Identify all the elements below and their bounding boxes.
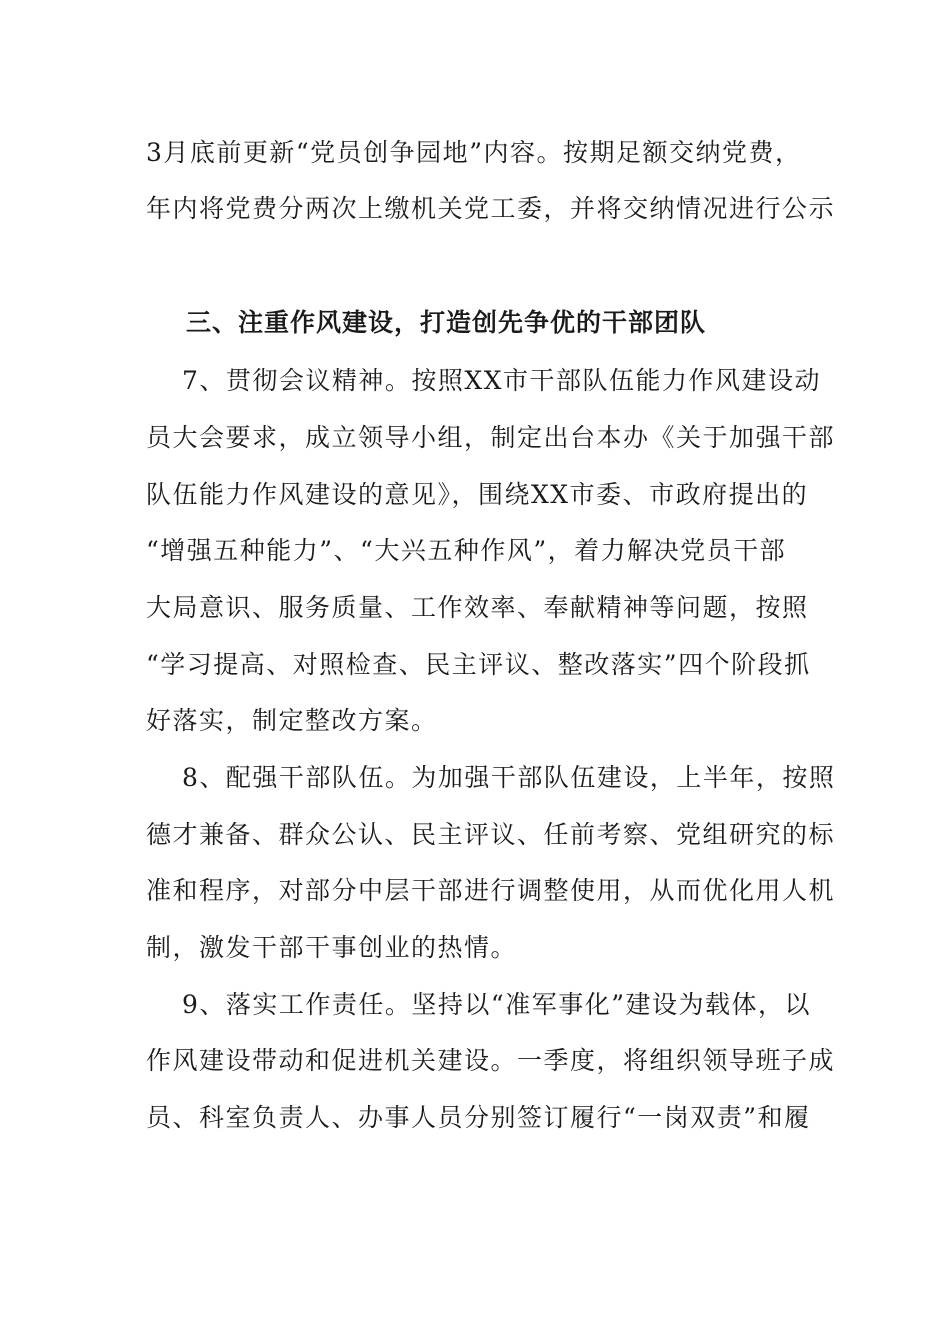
item9-line-3: 员、科室负责人、办事人员分别签订履行“一岗双责”和履 (146, 1103, 811, 1132)
item9-line-2: 作风建设带动和促进机关建设。一季度，将组织领导班子成 (146, 1046, 836, 1075)
item7-line-7: 好落实，制定整改方案。 (146, 706, 438, 735)
item7-line-6: “学习提高、对照检查、民主评议、整改落实”四个阶段抓 (146, 650, 811, 679)
item8-line-3: 准和程序，对部分中层干部进行调整使用，从而优化用人机 (146, 876, 836, 905)
item7-line-4: “增强五种能力”、“大兴五种作风”，着力解决党员干部 (146, 536, 787, 565)
item8-line-2: 德才兼备、群众公认、民主评议、任前考察、党组研究的标 (146, 820, 836, 849)
item7-line-3: 队伍能力作风建设的意见》，围绕XX市委、市政府提出的 (146, 480, 809, 509)
item8-line-4: 制，激发干部干事创业的热情。 (146, 933, 518, 962)
item7-line-5: 大局意识、服务质量、工作效率、奉献精神等问题，按照 (146, 593, 809, 622)
intro-line-1: 3月底前更新“党员创争园地”内容。按期足额交纳党费， (146, 138, 802, 167)
section-heading: 三、注重作风建设，打造创先争优的干部团队 (186, 308, 707, 337)
item7-line-2: 员大会要求，成立领导小组，制定出台本办《关于加强干部 (146, 423, 836, 452)
intro-line-2: 年内将党费分两次上缴机关党工委，并将交纳情况进行公示 (146, 194, 836, 223)
item7-line-1: 7、贯彻会议精神。按照XX市干部队伍能力作风建设动 (182, 366, 822, 395)
item9-line-1: 9、落实工作责任。坚持以“准军事化”建设为载体，以 (182, 990, 811, 1019)
item8-line-1: 8、配强干部队伍。为加强干部队伍建设，上半年，按照 (182, 763, 836, 792)
